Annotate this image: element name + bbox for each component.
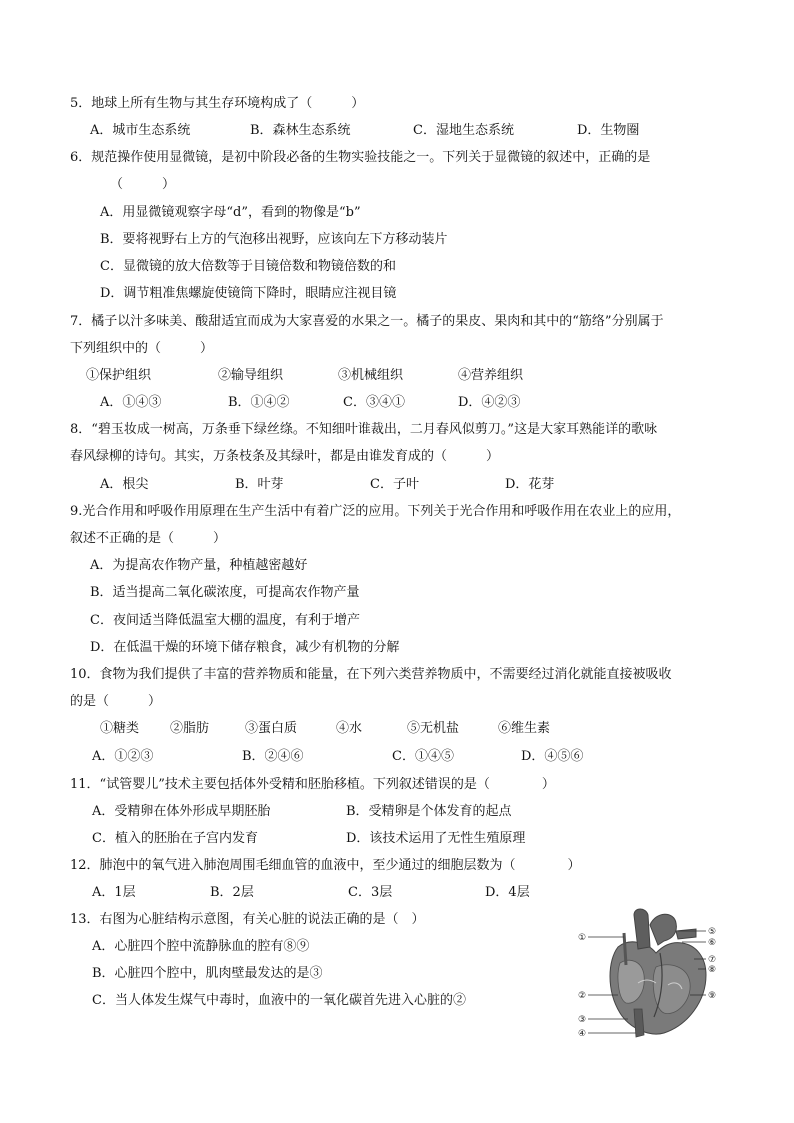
figure-label-3: ③ (578, 1015, 587, 1025)
q5-option-b: B．森林生态系统 (250, 123, 351, 138)
q7-item-1: ①保护组织 (86, 368, 152, 383)
figure-label-7: ⑦ (708, 955, 717, 965)
q6-option-d: D．调节粗准焦螺旋使镜筒下降时，眼睛应注视目镜 (100, 286, 397, 301)
q6-paren: （ ） (110, 177, 176, 192)
q7-stem-line2: 下列组织中的（ ） (70, 341, 214, 356)
q11-option-a: A．受精卵在体外形成早期胚胎 (92, 804, 271, 819)
q10-item-4: ④水 (336, 721, 363, 736)
q8-stem-line1: 8．“碧玉妆成一树高，万条垂下绿丝绦。不知细叶谁裁出，二月春风似剪刀。”这是大家耳熟能详的歌咏 (70, 422, 658, 437)
q10-item-5: ⑤无机盐 (407, 721, 460, 736)
q7-option-a: A．①④③ (100, 395, 162, 410)
heart-structure-diagram (578, 905, 722, 1045)
q8-option-b: B．叶芽 (235, 477, 284, 492)
q12-option-d: D．4层 (485, 885, 530, 900)
q8-option-c: C．子叶 (370, 477, 419, 492)
q9-stem-line1: 9.光合作用和呼吸作用原理在生产生活中有着广泛的应用。下列关于光合作用和呼吸作用在农业上的应用， (70, 504, 681, 519)
figure-label-1: ① (578, 933, 587, 943)
figure-label-5: ⑤ (708, 927, 717, 937)
q9-option-b: B．适当提高二氧化碳浓度，可提高农作物产量 (90, 585, 360, 600)
q6-stem: 6．规范操作使用显微镜，是初中阶段必备的生物实验技能之一。下列关于显微镜的叙述中，正确的是 (70, 150, 651, 165)
q10-option-a: A．①②③ (92, 749, 154, 764)
q11-option-b: B．受精卵是个体发育的起点 (346, 804, 512, 819)
q7-item-3: ③机械组织 (338, 368, 404, 383)
q10-stem-line2: 的是（ ） (70, 694, 162, 709)
q5-option-d: D．生物圈 (577, 123, 640, 138)
q6-option-a: A．用显微镜观察字母“d”，看到的物像是“b” (100, 205, 361, 220)
q8-option-a: A．根尖 (100, 477, 149, 492)
q7-item-4: ④营养组织 (458, 368, 524, 383)
q5-option-a: A．城市生态系统 (90, 123, 191, 138)
q9-stem-line2: 叙述不正确的是（ ） (70, 531, 227, 546)
q12-option-b: B．2层 (210, 885, 254, 900)
figure-label-2: ② (578, 991, 587, 1001)
q5-option-c: C．湿地生态系统 (413, 123, 514, 138)
q8-stem-line2: 春风绿柳的诗句。其实，万条枝条及其绿叶，都是由谁发育成的（ ） (70, 449, 500, 464)
q7-option-b: B．①④② (228, 395, 290, 410)
q7-stem-line1: 7．橘子以汁多味美、酸甜适宜而成为大家喜爱的水果之一。橘子的果皮、果肉和其中的“筋络”分别属于 (70, 314, 664, 329)
q6-option-b: B．要将视野右上方的气泡移出视野，应该向左下方移动装片 (100, 232, 448, 247)
q13-stem: 13．右图为心脏结构示意图，有关心脏的说法正确的是（ ） (70, 912, 425, 927)
figure-label-8: ⑧ (708, 965, 717, 975)
q10-option-d: D．④⑤⑥ (521, 749, 584, 764)
q11-stem: 11．“试管婴儿”技术主要包括体外受精和胚胎移植。下列叙述错误的是（ ） (70, 777, 555, 792)
q10-option-b: B．②④⑥ (242, 749, 304, 764)
q13-option-c: C．当人体发生煤气中毒时，血液中的一氧化碳首先进入心脏的② (92, 993, 466, 1008)
q10-item-6: ⑥维生素 (498, 721, 551, 736)
q11-option-d: D．该技术运用了无性生殖原理 (346, 831, 526, 846)
q9-option-d: D．在低温干燥的环境下储存粮食，减少有机物的分解 (90, 640, 400, 655)
q12-option-a: A．1层 (92, 885, 136, 900)
q5-stem: 5．地球上所有生物与其生存环境构成了（ ） (70, 96, 365, 111)
figure-label-9: ⑨ (708, 991, 717, 1001)
q12-option-c: C．3层 (348, 885, 393, 900)
q13-option-b: B．心脏四个腔中，肌肉壁最发达的是③ (92, 966, 323, 981)
q9-option-a: A．为提高农作物产量，种植越密越好 (90, 558, 308, 573)
q9-option-c: C．夜间适当降低温室大棚的温度，有利于增产 (90, 613, 360, 628)
q7-option-c: C．③④① (343, 395, 405, 410)
q11-option-c: C．植入的胚胎在子宫内发育 (92, 831, 258, 846)
q13-option-a: A．心脏四个腔中流静脉血的腔有⑧⑨ (92, 939, 310, 954)
q10-item-3: ③蛋白质 (245, 721, 298, 736)
q12-stem: 12．肺泡中的氧气进入肺泡周围毛细血管的血液中，至少通过的细胞层数为（ ） (70, 858, 581, 873)
heart-illustration (610, 909, 706, 1037)
q10-option-c: C．①④⑤ (392, 749, 454, 764)
q7-item-2: ②输导组织 (218, 368, 284, 383)
q8-option-d: D．花芽 (505, 477, 555, 492)
q7-option-d: D．④②③ (458, 395, 521, 410)
figure-label-6: ⑥ (708, 938, 717, 948)
q10-item-1: ①糖类 (100, 721, 140, 736)
q10-item-2: ②脂肪 (170, 721, 210, 736)
q6-option-c: C．显微镜的放大倍数等于目镜倍数和物镜倍数的和 (100, 259, 396, 274)
q10-stem-line1: 10．食物为我们提供了丰富的营养物质和能量，在下列六类营养物质中，不需要经过消化就能直接被吸收 (70, 667, 672, 682)
figure-label-4: ④ (578, 1029, 587, 1039)
